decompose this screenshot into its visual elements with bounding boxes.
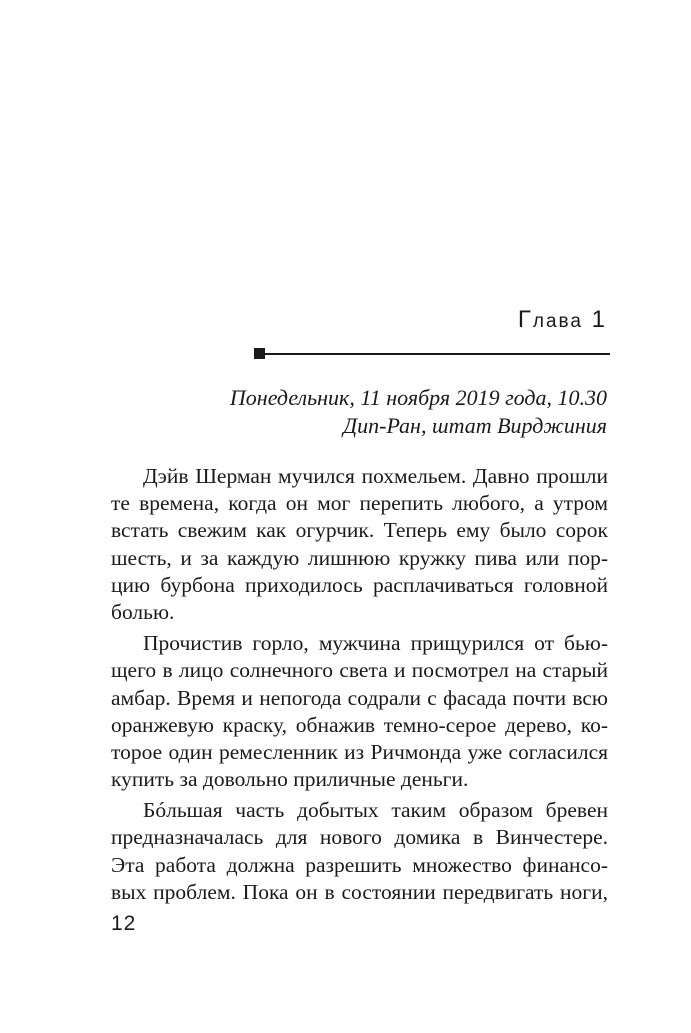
text-line: встать свежим как огурчик. Теперь ему было сорок — [111, 518, 608, 543]
text-line: Дэйв Шерман мучился похмельем. Давно прошли — [143, 464, 608, 488]
divider-line — [264, 353, 610, 355]
text-line: шесть, и за каждую лишнюю кружку пива или пор- — [111, 545, 608, 570]
dateline-date: Понедельник, 11 ноября 2019 года, 10.30 — [229, 385, 607, 410]
chapter-heading — [111, 306, 607, 334]
chapter-divider — [254, 348, 610, 360]
chapter-title-word: лава — [532, 311, 583, 332]
body-text — [111, 463, 608, 910]
paragraph-3 — [111, 797, 608, 906]
text-line: болью. — [111, 599, 175, 624]
dateline-place: Дип-Ран, штат Вирджиния — [343, 413, 607, 438]
text-line: Бóльшая часть добытых таким образом бревен — [143, 798, 608, 823]
paragraph-2 — [111, 630, 608, 793]
text-line: щего в лицо солнечного света и посмотрел на старый — [111, 658, 608, 683]
text-line: вых проблем. Пока он в состоянии передвигать ноги, — [111, 879, 608, 904]
text-line: купить за довольно приличные деньги. — [111, 767, 469, 792]
text-line: те времена, когда он мог перепить любого, а утром — [111, 491, 608, 516]
chapter-title-initial: Г — [517, 306, 533, 333]
paragraph-1 — [111, 463, 608, 626]
text-line: предназначалась для нового домика в Винчестере. — [111, 825, 608, 850]
page-number: 12 — [111, 912, 137, 935]
dateline — [111, 384, 607, 440]
text-line: торое один ремесленник из Ричмонда уже согласился — [111, 739, 608, 764]
text-line: Прочистив горло, мужчина прищурился от бью- — [143, 631, 608, 656]
text-line: амбар. Время и непогода содрали с фасада почти всю — [111, 685, 608, 710]
chapter-number: 1 — [591, 306, 607, 333]
text-line: Эта работа должна разрешить множество финансо- — [111, 852, 608, 877]
text-line: оранжевую краску, обнажив темно-серое дерево, ко- — [111, 712, 608, 737]
text-line: цию бурбона приходилось расплачиваться головной — [111, 572, 608, 597]
